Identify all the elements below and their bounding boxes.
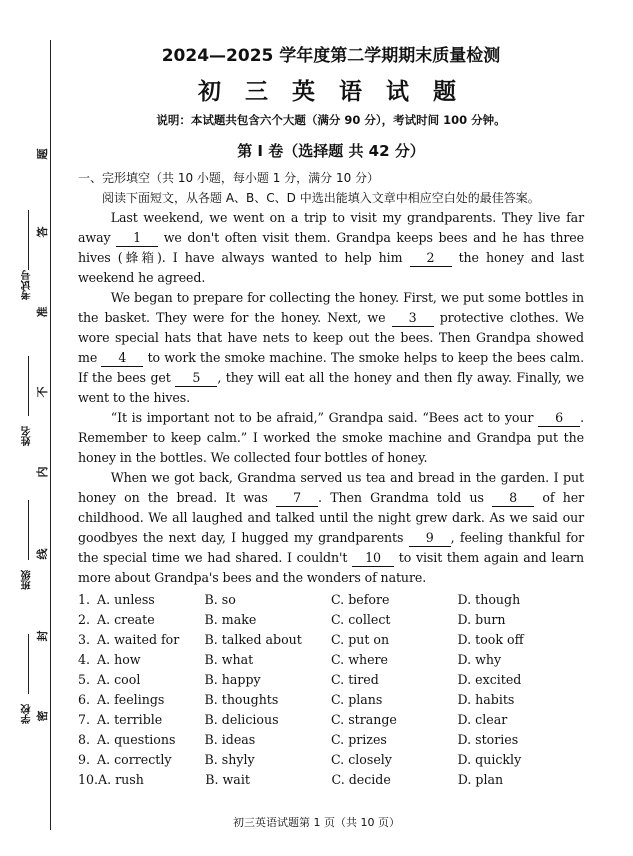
option-b: B. talked about xyxy=(204,632,302,647)
subject-title: 初 三 英 语 试 题 xyxy=(197,78,465,105)
question-number: 8. xyxy=(78,732,91,747)
option-row xyxy=(78,710,584,730)
option-d: D. excited xyxy=(457,672,522,687)
option-a: A. waited for xyxy=(97,632,180,647)
question-number: 9. xyxy=(78,752,91,767)
option-c: C. tired xyxy=(331,672,379,687)
option-c: C. prizes xyxy=(331,732,387,747)
option-row xyxy=(78,630,584,650)
seal-char: 题 xyxy=(36,148,49,160)
field-label: 学校 xyxy=(22,704,33,724)
field-name[interactable] xyxy=(6,356,33,446)
option-b: B. what xyxy=(204,652,254,667)
option-b: B. delicious xyxy=(204,712,279,727)
blank: 4 xyxy=(101,350,143,367)
blank: 9 xyxy=(409,530,451,547)
passage-paragraph xyxy=(78,288,584,408)
seal-char: 封 xyxy=(36,630,49,642)
field-label: 考试号 xyxy=(22,270,33,300)
section-heading: 一、完形填空（共 10 小题，每小题 1 分，满分 10 分） xyxy=(78,171,380,185)
seal-line xyxy=(50,40,51,830)
passage-text: , feeling thankful for the special time we had shared. I couldn't xyxy=(78,530,585,565)
question-number: 5. xyxy=(78,672,91,687)
seal-char: 线 xyxy=(36,548,49,560)
field-label: 姓名 xyxy=(22,426,33,446)
option-c: C. put on xyxy=(331,632,390,647)
blank: 1 xyxy=(116,230,158,247)
blank: 5 xyxy=(175,370,217,387)
question-number: 10. xyxy=(78,772,99,787)
passage-text: to work the smoke machine. The smoke helps to keep the bees calm. If the bees get xyxy=(78,350,584,385)
option-d: D. quickly xyxy=(457,752,522,767)
seal-char: 密 xyxy=(36,710,49,722)
field-label: 班级 xyxy=(22,570,33,590)
option-a: A. cool xyxy=(97,672,141,687)
option-a: A. correctly xyxy=(97,752,172,767)
option-row xyxy=(78,690,584,710)
option-d: D. took off xyxy=(457,632,524,647)
passage-paragraph xyxy=(78,408,584,468)
seal-char: 不 xyxy=(36,386,49,398)
passage-text: protective clothes. We wore special hats that have nets to keep out the bees. Then Grandpa showed me xyxy=(78,310,584,365)
passage-text: Last weekend, we went on a trip to visit my grandparents. They live far away xyxy=(78,210,584,245)
passage-text: to visit them again and learn more about Grandpa's bees and the wonders of nature. xyxy=(78,550,584,585)
section-instruction: 阅读下面短文，从各题 A、B、C、D 中选出能填入文章中相应空白处的最佳答案。 xyxy=(102,191,540,205)
passage-text: . Remember to keep calm.” I worked the smoke machine and Grandpa put the honey in the bottles. We collected four bottles of honey. xyxy=(78,410,585,465)
blank: 3 xyxy=(392,310,434,327)
exam-page xyxy=(78,44,584,790)
option-c: C. where xyxy=(331,652,389,667)
page-footer: 初三英语试题第 1 页（共 10 页） xyxy=(233,816,400,829)
question-number: 4. xyxy=(78,652,91,667)
blank: 2 xyxy=(410,250,452,267)
volume-heading: 第 I 卷（选择题 共 42 分） xyxy=(237,142,425,160)
question-number: 3. xyxy=(78,632,91,647)
field-exam-number[interactable] xyxy=(6,210,33,300)
option-a: A. feelings xyxy=(97,692,165,707)
question-number: 7. xyxy=(78,712,91,727)
passage-paragraph xyxy=(78,208,584,288)
option-c: C. strange xyxy=(331,712,397,727)
option-row xyxy=(78,650,584,670)
passage-text: we don't often visit them. Grandpa keeps bees and he has three hives (蜂箱). I have always wanted to help him xyxy=(78,230,584,265)
option-a: A. unless xyxy=(97,592,155,607)
seal-char: 内 xyxy=(36,466,49,478)
question-number: 6. xyxy=(78,692,91,707)
option-row xyxy=(78,670,584,690)
option-row xyxy=(78,750,584,770)
exam-title: 2024—2025 学年度第二学期期末质量检测 xyxy=(161,46,501,66)
option-b: B. wait xyxy=(205,772,250,787)
seal-char: 答 xyxy=(36,226,49,238)
seal-char: 准 xyxy=(36,306,49,318)
option-b: B. ideas xyxy=(204,732,256,747)
option-a: A. questions xyxy=(97,732,176,747)
field-line xyxy=(28,356,29,416)
exam-note: 说明：本试题共包含六个大题（满分 90 分），考试时间 100 分钟。 xyxy=(156,113,506,127)
option-d: D. clear xyxy=(457,712,508,727)
option-d: D. burn xyxy=(457,612,506,627)
option-b: B. thoughts xyxy=(204,692,279,707)
option-a: A. how xyxy=(97,652,141,667)
option-b: B. happy xyxy=(204,672,261,687)
passage-paragraph xyxy=(78,468,584,588)
passage-text: When we got back, Grandma served us tea and bread in the garden. I put honey on the bread. It was xyxy=(78,470,584,505)
field-line xyxy=(28,500,29,560)
blank: 7 xyxy=(276,490,318,507)
option-b: B. shyly xyxy=(204,752,255,767)
passage-text: of her childhood. We all laughed and talked until the night grew dark. As we said our goodbyes the next day, I hugged my grandparents xyxy=(78,490,584,545)
blank: 6 xyxy=(538,410,580,427)
passage-text: , they will eat all the honey and then fly away. Finally, we went to the hives. xyxy=(78,370,584,405)
option-b: B. so xyxy=(204,592,236,607)
option-a: A. rush xyxy=(98,772,144,787)
question-number: 2. xyxy=(78,612,91,627)
option-c: C. before xyxy=(331,592,390,607)
option-row xyxy=(78,610,584,630)
option-d: D. though xyxy=(457,592,521,607)
field-line xyxy=(28,210,29,270)
option-c: C. collect xyxy=(331,612,391,627)
option-c: C. closely xyxy=(331,752,392,767)
option-d: D. habits xyxy=(457,692,515,707)
option-c: C. plans xyxy=(331,692,383,707)
option-d: D. plan xyxy=(457,772,504,787)
option-a: A. terrible xyxy=(97,712,163,727)
passage-text: “It is important not to be afraid,” Grandpa said. “Bees act to your xyxy=(110,410,534,425)
blank: 10 xyxy=(352,550,394,567)
option-row xyxy=(78,730,584,750)
passage-text: We began to prepare for collecting the honey. First, we put some bottles in the basket. They were for the honey. Next, we xyxy=(78,290,584,325)
option-d: D. why xyxy=(457,652,502,667)
option-b: B. make xyxy=(204,612,257,627)
field-line xyxy=(28,634,29,694)
blank: 8 xyxy=(492,490,534,507)
binding-margin xyxy=(0,0,58,856)
answer-options xyxy=(78,590,584,790)
field-class[interactable] xyxy=(6,500,33,590)
option-row xyxy=(78,590,584,610)
field-school[interactable] xyxy=(6,634,33,724)
option-c: C. decide xyxy=(331,772,391,787)
option-row xyxy=(78,770,584,790)
passage-text: the honey and last weekend he agreed. xyxy=(78,250,584,285)
option-a: A. create xyxy=(97,612,155,627)
passage-text: . Then Grandma told us xyxy=(318,490,484,505)
question-number: 1. xyxy=(78,592,91,607)
option-d: D. stories xyxy=(457,732,519,747)
